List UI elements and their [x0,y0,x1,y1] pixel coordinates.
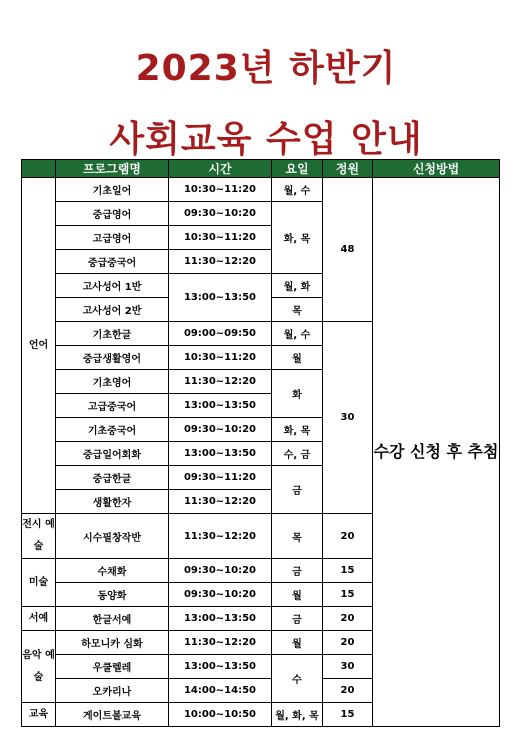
class-day: 수, 금 [272,442,323,466]
program-name: 기초영어 [56,370,169,394]
class-time: 13:00~13:50 [169,655,272,679]
category-education: 교육 [22,703,56,727]
program-name: 생활한자 [56,490,169,514]
class-day: 월, 수 [272,178,323,202]
capacity-cell: 30 [323,322,373,514]
title-line-1: 2023년 하반기 [135,48,397,89]
program-name: 중급생활영어 [56,346,169,370]
class-day: 화, 목 [272,202,323,274]
class-time: 10:30~11:20 [169,178,272,202]
program-name: 하모니카 심화 [56,631,169,655]
class-time: 10:00~10:50 [169,703,272,727]
program-name: 중급중국어 [56,250,169,274]
class-day: 월, 화 [272,274,323,298]
program-name: 중급일어회화 [56,442,169,466]
program-name: 한글서예 [56,607,169,631]
capacity-cell: 48 [323,178,373,322]
class-day: 목 [272,298,323,322]
class-day: 금 [272,559,323,583]
class-day: 월 [272,631,323,655]
header-capacity: 정원 [323,160,373,178]
table-row [22,178,500,202]
capacity-cell: 20 [323,607,373,631]
class-day: 월 [272,583,323,607]
class-time: 13:00~13:50 [169,607,272,631]
header-row [22,160,500,178]
category-language: 언어 [22,178,56,514]
class-time: 13:00~13:50 [169,442,272,466]
class-time: 11:30~12:20 [169,490,272,514]
program-name: 기초중국어 [56,418,169,442]
category-art: 미술 [22,559,56,607]
class-schedule-table [21,159,500,727]
class-time: 09:30~10:20 [169,559,272,583]
category-music: 음악 예술 [22,631,56,703]
class-day: 월, 수 [272,322,323,346]
program-name: 기초한글 [56,322,169,346]
capacity-cell: 20 [323,631,373,655]
program-name: 고사성어 2반 [56,298,169,322]
capacity-cell: 20 [323,679,373,703]
program-name: 중급한글 [56,466,169,490]
class-day: 금 [272,466,323,514]
header-method: 신청방법 [373,160,500,178]
program-name: 오카리나 [56,679,169,703]
class-time: 09:00~09:50 [169,322,272,346]
header-day: 요일 [272,160,323,178]
program-name: 고급중국어 [56,394,169,418]
class-day: 월 [272,346,323,370]
class-time: 13:00~13:50 [169,274,272,322]
program-name: 고사성어 1반 [56,274,169,298]
class-time: 09:30~10:20 [169,418,272,442]
category-exhibition: 전시 예술 [22,514,56,559]
class-day: 금 [272,607,323,631]
class-time: 14:00~14:50 [169,679,272,703]
program-name: 우쿨렐레 [56,655,169,679]
class-day: 화 [272,370,323,418]
class-day: 화, 목 [272,418,323,442]
title-line-2: 사회교육 수업 안내 [109,119,423,160]
class-time: 11:30~12:20 [169,514,272,559]
capacity-cell: 30 [323,655,373,679]
program-name: 게이트볼교육 [56,703,169,727]
class-time: 09:30~10:20 [169,583,272,607]
class-time: 11:30~12:20 [169,250,272,274]
class-day: 목 [272,514,323,559]
class-time: 10:30~11:20 [169,226,272,250]
capacity-cell: 15 [323,703,373,727]
class-time: 13:00~13:50 [169,394,272,418]
program-name: 기초일어 [56,178,169,202]
capacity-cell: 15 [323,583,373,607]
header-program: 프로그램명 [56,160,169,178]
class-time: 11:30~12:20 [169,370,272,394]
capacity-cell: 20 [323,514,373,559]
class-time: 09:30~11:20 [169,466,272,490]
class-time: 10:30~11:20 [169,346,272,370]
program-name: 시수필창작반 [56,514,169,559]
header-category [22,160,56,178]
program-name: 고급영어 [56,226,169,250]
header-time: 시간 [169,160,272,178]
application-method: 수강 신청 후 추첨 [373,178,500,727]
category-calligraphy: 서예 [22,607,56,631]
capacity-cell: 15 [323,559,373,583]
program-name: 중급영어 [56,202,169,226]
class-time: 11:30~12:20 [169,631,272,655]
program-name: 수채화 [56,559,169,583]
class-time: 09:30~10:20 [169,202,272,226]
program-name: 동양화 [56,583,169,607]
class-day: 월, 화, 목 [272,703,323,727]
class-day: 수 [272,655,323,703]
